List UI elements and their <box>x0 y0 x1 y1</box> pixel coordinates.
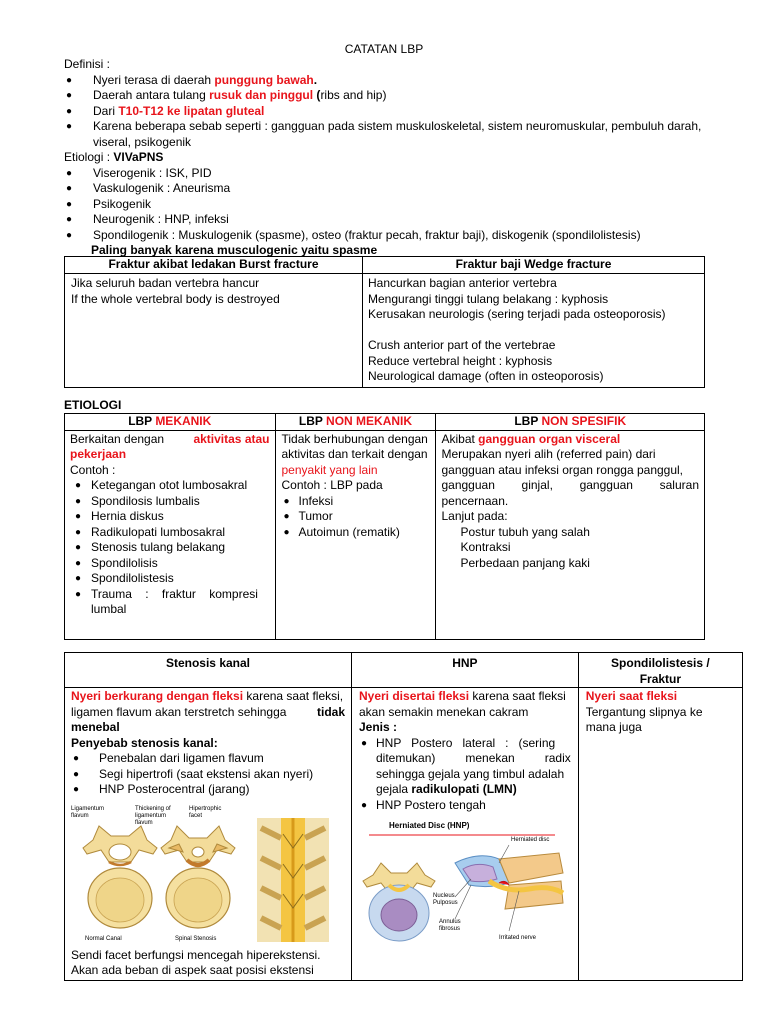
list-item: ● Infeksi <box>282 494 430 510</box>
stenosis-hnp-table <box>64 652 743 981</box>
definisi-item-3: ● Dari T10-T12 ke lipatan gluteal <box>64 104 744 120</box>
etiologi-note: Paling banyak karena musculogenic yaitu spasme <box>91 243 378 257</box>
etiologi2-header-non-mekanik: LBP NON MEKANIK <box>275 414 436 431</box>
etiologi-item: ● Vaskulogenik : Aneurisma <box>64 181 744 197</box>
stenosis-vertebra <box>161 826 235 928</box>
list-item: ● Trauma : fraktur kompresi <box>70 587 270 603</box>
definisi-item-4: ● Karena beberapa sebab seperti : gangguan pada sistem muskuloskeletal, sistem neuromuskular, pembuluh darah, viseral, psikogenik <box>64 119 744 150</box>
normal-vertebra <box>83 826 157 928</box>
list-item: ● Spondilolisis <box>70 556 270 572</box>
etiologi-item: ● Spondilogenik : Muskulogenik (spasme), osteo (fraktur pecah, fraktur baji), diskogenik (spondilolistesis) <box>64 228 744 244</box>
etiologi2-mekanik-cell: Berkaitan dengan aktivitas atau pekerjaan Contoh : ● Ketegangan otot lumbosakral ● Spondilosis lumbalis ● Hernia diskus ● Radikulopati lumbosakral ● Stenosis tulang belakang ● Spondilolisis ● Spondilolistesis ● Trauma : fraktur kompresi lumbal <box>65 430 276 639</box>
etiologi-item: ● Viserogenik : ISK, PID <box>64 166 744 182</box>
caption-nerve: Irritated nerve <box>499 935 537 941</box>
definisi-item-1: ● Nyeri terasa di daerah punggung bawah. <box>64 73 744 89</box>
caption-annulus: Annulus fibrosus <box>439 919 461 932</box>
fraktur-table <box>64 256 705 388</box>
hnp-illustration <box>359 823 571 947</box>
stenosis-illustration <box>71 805 345 946</box>
spondilolistesis-cell: Nyeri saat fleksi Tergantung slipnya ke mana juga <box>578 688 742 981</box>
list-item: ● Spondilolistesis <box>70 571 270 587</box>
fraktur-wedge-cell: Hancurkan bagian anterior vertebra Mengurangi tinggi tulang belakang : kyphosis Kerusakan neurologis (sering terjadi pada osteoporosis) Crush anterior part of the vertebrae Reduce vertebral height : kyphosis Neurological damage (often in osteoporosis) <box>363 274 705 388</box>
etiologi2-non-spesifik-cell: Akibat gangguan organ visceral Merupakan nyeri alih (referred pain) dari gangguan atau infeksi organ rongga panggul, gangguan ginjal, gangguan saluran pencernaan. Lanjut pada: Postur tubuh yang salah Kontraksi Perbedaan panjang kaki <box>436 430 705 639</box>
etiologi2-label: ETIOLOGI <box>64 398 122 412</box>
stenosis-cell: Nyeri berkurang dengan fleksi karena saat fleksi, ligamen flavum akan terstretch sehingga tidak menebal Penyebab stenosis kanal: ● Penebalan dari ligamen flavum ● Segi hipertrofi (saat ekstensi akan nyeri) ● HNP Posterocentral (jarang) Ligamentum flavum Thickening of ligamentum flavum Hipertrophic facet Normal Canal Spinal Stenosis Sendi facet berfungsi mencegah hiperekstensi. Akan ada beban di aspek saat posisi ekstensi <box>65 688 352 981</box>
caption-hypertrophic: Hipertrophic facet <box>189 805 222 819</box>
caption-nucleus: Nucleus Pulposus <box>433 893 458 906</box>
etiologi-item: ● Neurogenik : HNP, infeksi <box>64 212 744 228</box>
definisi-section <box>64 57 744 150</box>
list-item: ● HNP Postero lateral : (sering <box>359 736 571 752</box>
etiologi-label: Etiologi : VIVaPNS <box>64 150 164 164</box>
list-item: ● Radikulopati lumbosakral <box>70 525 270 541</box>
list-item: ● Spondilosis lumbalis <box>70 494 270 510</box>
definisi-item-2: ● Daerah antara tulang rusuk dan pinggul (ribs and hip) <box>64 88 744 104</box>
list-item: ● Autoimun (rematik) <box>282 525 430 541</box>
hnp-figure-title: Herniated Disc (HNP) <box>389 821 470 830</box>
etiologi2-non-mekanik-cell: Tidak berhubungan dengan aktivitas dan terkait dengan penyakit yang lain Contoh : LBP pada ● Infeksi ● Tumor ● Autoimun (rematik) <box>275 430 436 639</box>
list-item: ● HNP Postero tengah <box>359 798 571 814</box>
page-title: CATATAN LBP <box>344 42 424 56</box>
caption-spinal: Spinal Stenosis <box>175 935 217 942</box>
etiologi2-table <box>64 413 705 640</box>
etiologi-section <box>64 150 744 259</box>
definisi-label: Definisi : <box>64 57 111 71</box>
list-item: ● Penebalan dari ligamen flavum <box>71 751 345 767</box>
caption-thickening: Thickening of ligamentum flavum <box>135 805 171 826</box>
caption-ligamentum: Ligamentum flavum <box>71 805 105 819</box>
header-hnp: HNP <box>352 653 579 688</box>
spinal-column <box>257 818 329 942</box>
list-item: ● HNP Posterocentral (jarang) <box>71 782 345 798</box>
fraktur-header-burst: Fraktur akibat ledakan Burst fracture <box>65 257 363 274</box>
list-item: ● Tumor <box>282 509 430 525</box>
list-item: ● Segi hipertrofi (saat ekstensi akan nyeri) <box>71 767 345 783</box>
header-spondilolistesis: Spondilolistesis / Fraktur <box>578 653 742 688</box>
caption-herniated: Herniated disc <box>511 837 550 843</box>
etiologi-item: ● Psikogenik <box>64 197 744 213</box>
list-item: ● Ketegangan otot lumbosakral <box>70 478 270 494</box>
stenosis-footnote-1: Sendi facet berfungsi mencegah hiperekstensi. <box>71 947 321 962</box>
etiologi2-header-non-spesifik: LBP NON SPESIFIK <box>436 414 705 431</box>
list-item: ● Stenosis tulang belakang <box>70 540 270 556</box>
etiologi2-header-mekanik: LBP MEKANIK <box>65 414 276 431</box>
caption-normal: Normal Canal <box>85 935 122 942</box>
fraktur-header-wedge: Fraktur baji Wedge fracture <box>363 257 705 274</box>
fraktur-burst-cell: Jika seluruh badan vertebra hancur If the whole vertebral body is destroyed <box>65 274 363 388</box>
vertebra-diagram <box>71 818 343 946</box>
stenosis-footnote-2: Akan ada beban di aspek saat posisi ekstensi <box>71 963 314 977</box>
list-item: ● Hernia diskus <box>70 509 270 525</box>
hnp-cell: Nyeri disertai fleksi karena saat fleksi akan semakin menekan cakram Jenis : ● HNP Postero lateral : (sering ditemukan) menekan radix sehingga gejala yang timbul adalah gejala radikulopati (LMN) ● HNP Postero tengah Herniated Disc (HNP) Herniated disc Nucleus Pulposus Annulus fibrosus Irritated nerve <box>352 688 579 981</box>
header-stenosis: Stenosis kanal <box>65 653 352 688</box>
